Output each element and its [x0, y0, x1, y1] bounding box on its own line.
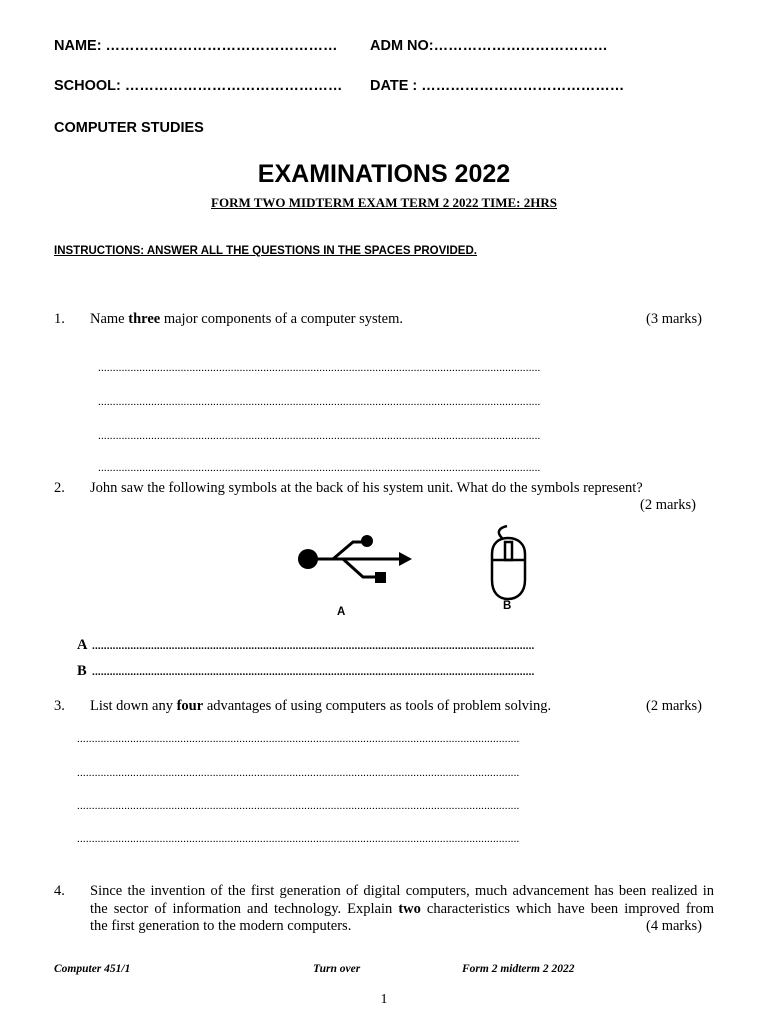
instructions: INSTRUCTIONS: ANSWER ALL THE QUESTIONS IN THE SPACES PROVIDED.	[54, 245, 477, 257]
q3-answer-line[interactable]: ......................................................................................................................................................	[77, 733, 520, 745]
exam-title: EXAMINATIONS 2022	[257, 160, 511, 188]
footer-right: Form 2 midterm 2 2022	[462, 963, 575, 975]
q2-answer-line-a[interactable]: ......................................................................................................................................................	[92, 640, 535, 652]
q2-number: 2.	[54, 480, 65, 496]
exam-subtitle: FORM TWO MIDTERM EXAM TERM 2 2022 TIME: 2HRS	[211, 195, 557, 210]
figure-label-a: A	[337, 606, 346, 618]
q1-marks: (3 marks)	[646, 311, 702, 327]
adm-no-field: ADM NO:………………………………	[370, 38, 608, 54]
subject-label: COMPUTER STUDIES	[54, 120, 204, 136]
q1-answer-line[interactable]: ......................................................................................................................................................	[98, 430, 541, 442]
school-field: SCHOOL: ………………………………………	[54, 78, 343, 94]
q1-answer-line[interactable]: ......................................................................................................................................................	[98, 462, 541, 474]
q2-answer-line-b[interactable]: ......................................................................................................................................................	[92, 666, 535, 678]
footer-center: Turn over	[313, 963, 361, 975]
q3-marks: (2 marks)	[646, 698, 702, 714]
date-field: DATE : ……………………………………	[370, 78, 625, 94]
q3-answer-line[interactable]: ......................................................................................................................................................	[77, 833, 520, 845]
mouse-icon	[486, 524, 532, 602]
q1-number: 1.	[54, 311, 65, 327]
q4-number: 4.	[54, 883, 65, 899]
page-number: 1	[380, 992, 388, 1007]
q2-answer-label-b: B	[77, 663, 87, 679]
q2-answer-label-a: A	[77, 637, 88, 653]
q3-answer-line[interactable]: ......................................................................................................................................................	[77, 767, 520, 779]
q2-marks: (2 marks)	[640, 497, 696, 513]
q3-answer-line[interactable]: ......................................................................................................................................................	[77, 800, 520, 812]
figure-label-b: B	[503, 600, 512, 612]
name-field: NAME: …………………………………………	[54, 38, 338, 54]
q1-answer-line[interactable]: ......................................................................................................................................................	[98, 396, 541, 408]
q3-number: 3.	[54, 698, 65, 714]
q1-text: Name three major components of a computer system.	[90, 311, 404, 327]
q3-text: List down any four advantages of using computers as tools of problem solving.	[90, 698, 552, 714]
q4-marks: (4 marks)	[646, 918, 702, 934]
q4-text-line2: the sector of information and technology. Explain two characteristics which have been improved from	[90, 901, 715, 917]
q1-answer-line[interactable]: ......................................................................................................................................................	[98, 362, 541, 374]
usb-icon	[295, 530, 415, 590]
q2-text: John saw the following symbols at the back of his system unit. What do the symbols represent?	[90, 480, 643, 496]
q4-text-line1: Since the invention of the first generation of digital computers, much advancement has been realized in	[90, 883, 714, 899]
q4-text-line3: the first generation to the modern computers.	[90, 918, 352, 934]
footer-left: Computer 451/1	[54, 963, 131, 975]
